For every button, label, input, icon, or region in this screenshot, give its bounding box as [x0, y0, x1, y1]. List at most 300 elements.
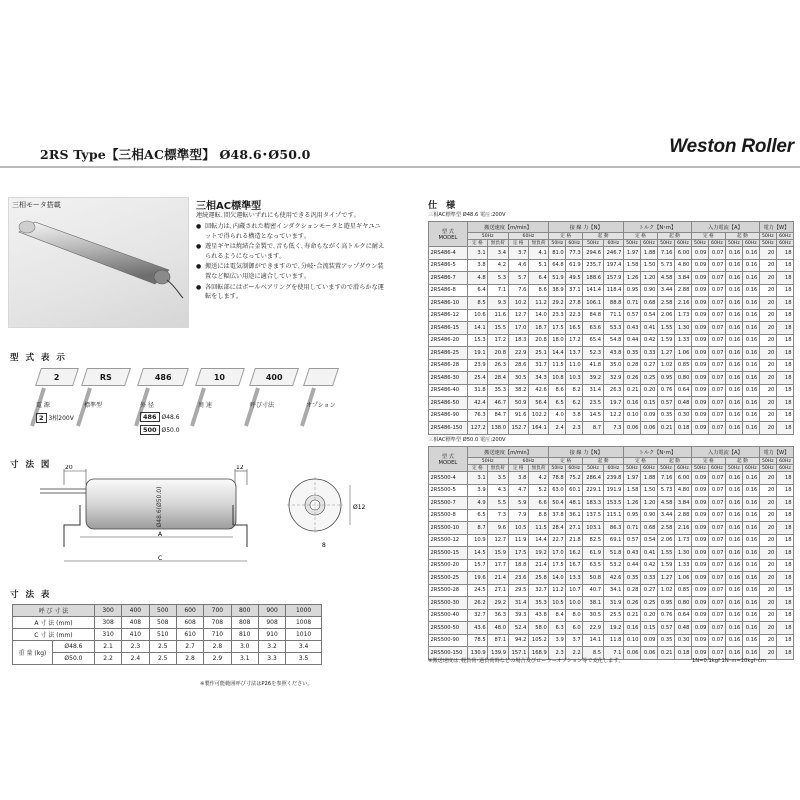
label-power: 電 源: [36, 402, 50, 409]
value-cell: 26.2: [467, 597, 487, 610]
value-cell: 8.6: [528, 284, 548, 297]
model-cell: 2RS486-8: [429, 284, 468, 297]
cell: 500: [149, 605, 176, 617]
value-cell: 0.07: [708, 572, 725, 585]
value-cell: 20.8: [528, 334, 548, 347]
product-title: 三相AC標準型: [196, 201, 262, 212]
value-cell: 0.16: [742, 409, 759, 422]
value-cell: 35.0: [603, 359, 623, 372]
table-row: [429, 484, 794, 497]
value-cell: 0.26: [623, 372, 640, 385]
value-cell: 6.5: [467, 509, 487, 522]
value-cell: 11.5: [549, 359, 566, 372]
value-cell: 3.8: [566, 409, 583, 422]
value-cell: 0.09: [691, 584, 708, 597]
value-cell: 31.9: [603, 597, 623, 610]
value-cell: 14.0: [528, 309, 548, 322]
value-cell: 20: [759, 397, 776, 410]
value-cell: 0.16: [623, 622, 640, 635]
value-cell: 7.16: [657, 472, 674, 485]
value-cell: 0.33: [640, 347, 657, 360]
value-cell: 5.2: [528, 484, 548, 497]
subheader: 60Hz: [708, 240, 725, 247]
value-cell: 0.07: [708, 584, 725, 597]
value-cell: 0.09: [691, 359, 708, 372]
value-cell: 0.09: [691, 522, 708, 535]
value-cell: 16.5: [566, 322, 583, 335]
value-cell: 0.16: [725, 347, 742, 360]
cell: 3.5: [286, 653, 322, 665]
value-cell: 20: [759, 522, 776, 535]
value-cell: 18: [776, 497, 793, 510]
cell: 510: [149, 629, 176, 641]
value-cell: 18: [776, 247, 793, 260]
value-cell: 41.8: [583, 359, 603, 372]
code-box-speed: 10: [195, 368, 245, 386]
value-cell: 0.16: [742, 622, 759, 635]
value-cell: 0.16: [623, 397, 640, 410]
value-cell: 3.1: [467, 247, 487, 260]
value-cell: 0.76: [657, 609, 674, 622]
spec-table-486: [428, 221, 794, 435]
table-row: [429, 572, 794, 585]
value-cell: 0.16: [742, 347, 759, 360]
subheader: 無負荷: [528, 240, 548, 247]
table-row: [429, 297, 794, 310]
subheader: 50Hz: [467, 233, 508, 240]
value-cell: 0.21: [657, 647, 674, 660]
model-cell: 2RS500-7: [429, 497, 468, 510]
col-power: 電力【W】: [759, 447, 793, 458]
value-cell: 31.4: [583, 384, 603, 397]
value-cell: 0.09: [691, 384, 708, 397]
table-row: [13, 641, 322, 653]
value-cell: 0.09: [691, 484, 708, 497]
value-cell: 4.1: [528, 247, 548, 260]
value-cell: 0.09: [691, 347, 708, 360]
cell: 300: [94, 605, 121, 617]
value-cell: 138.0: [488, 422, 508, 435]
value-cell: 48.1: [566, 497, 583, 510]
value-cell: 0.06: [623, 647, 640, 660]
table-row: [429, 372, 794, 385]
value-cell: 0.16: [725, 534, 742, 547]
value-cell: 37.1: [566, 284, 583, 297]
value-cell: 42.6: [528, 384, 548, 397]
subheader: 60Hz: [603, 465, 623, 472]
value-cell: 5.73: [657, 484, 674, 497]
value-cell: 0.16: [742, 547, 759, 560]
value-cell: 4.0: [549, 409, 566, 422]
value-cell: 46.7: [488, 397, 508, 410]
product-photo: [8, 197, 189, 328]
subheader: 無負荷: [488, 465, 508, 472]
value-cell: 52.4: [508, 622, 528, 635]
value-cell: 0.09: [691, 284, 708, 297]
svg-text:Ø48.6(Ø50.0): Ø48.6(Ø50.0): [156, 486, 163, 528]
value-cell: 29.2: [549, 297, 566, 310]
cell: 2.8: [176, 653, 203, 665]
subheader: 50Hz: [467, 458, 508, 465]
model-cell: 2RS486-12: [429, 309, 468, 322]
subheader: 50Hz: [759, 465, 776, 472]
value-cell: 63.5: [583, 559, 603, 572]
value-cell: 0.80: [674, 372, 691, 385]
value-cell: 0.57: [657, 622, 674, 635]
table-row: [429, 384, 794, 397]
value-cell: 0.71: [623, 297, 640, 310]
value-cell: 18: [776, 634, 793, 647]
cell: 1000: [286, 605, 322, 617]
value-cell: 0.95: [657, 372, 674, 385]
value-cell: 23.3: [549, 309, 566, 322]
value-cell: 24.5: [467, 584, 487, 597]
value-cell: 31.7: [528, 359, 548, 372]
value-cell: 0.16: [725, 509, 742, 522]
product-description: 連続運転､間欠運転いずれにも使用できる汎用タイプです｡: [196, 212, 357, 219]
subheader: 無負荷: [488, 240, 508, 247]
subheader: 定 格: [691, 458, 725, 465]
value-cell: 20: [759, 559, 776, 572]
value-cell: 0.09: [691, 572, 708, 585]
value-cell: 19.6: [467, 572, 487, 585]
value-cell: 3.7: [508, 247, 528, 260]
value-cell: 5.1: [528, 259, 548, 272]
value-cell: 0.10: [623, 409, 640, 422]
value-cell: 0.07: [708, 522, 725, 535]
subheader: 50Hz: [623, 240, 640, 247]
value-cell: 3.84: [674, 497, 691, 510]
value-cell: 0.16: [725, 559, 742, 572]
cell: 重 量 (kg): [13, 641, 53, 665]
value-cell: 0.64: [674, 384, 691, 397]
value-cell: 18: [776, 284, 793, 297]
value-cell: 20: [759, 284, 776, 297]
value-cell: 0.95: [657, 597, 674, 610]
value-cell: 0.27: [640, 584, 657, 597]
value-cell: 1.73: [674, 309, 691, 322]
value-cell: 8.7: [583, 422, 603, 435]
value-cell: 4.3: [488, 484, 508, 497]
value-cell: 1.58: [623, 259, 640, 272]
value-cell: 0.09: [691, 247, 708, 260]
subheader: 定 格: [467, 465, 487, 472]
value-cell: 18.8: [508, 559, 528, 572]
value-cell: 0.57: [623, 309, 640, 322]
value-cell: 35.3: [488, 384, 508, 397]
value-cell: 30.5: [508, 372, 528, 385]
value-cell: 4.58: [657, 272, 674, 285]
value-cell: 1.26: [623, 497, 640, 510]
value-cell: 286.4: [583, 472, 603, 485]
value-cell: 10.0: [566, 597, 583, 610]
value-cell: 0.16: [742, 522, 759, 535]
model-cell: 2RS486-150: [429, 422, 468, 435]
value-cell: 18: [776, 397, 793, 410]
code-box-diameter: 486: [137, 368, 189, 386]
value-cell: 0.09: [691, 634, 708, 647]
value-cell: 0.41: [640, 322, 657, 335]
value-cell: 0.20: [640, 609, 657, 622]
value-cell: 25.8: [528, 572, 548, 585]
value-cell: 0.80: [674, 597, 691, 610]
feature-item: ● 回転力は､内蔵された精密インダクションモータと遊星ギヤユニットで得られる構造となっています｡: [196, 222, 386, 241]
model-cell: 2RS486-10: [429, 297, 468, 310]
value-cell: 18: [776, 322, 793, 335]
subheader: 起 動: [725, 233, 759, 240]
dimension-table: [12, 604, 322, 665]
value-cell: 21.8: [566, 534, 583, 547]
value-cell: 6.2: [566, 397, 583, 410]
model-cell: 2RS486-7: [429, 272, 468, 285]
value-cell: 0.07: [708, 609, 725, 622]
value-cell: 168.9: [528, 647, 548, 660]
model-cell: 2RS486-30: [429, 372, 468, 385]
value-cell: 27.1: [566, 522, 583, 535]
value-cell: 38.9: [549, 284, 566, 297]
value-cell: 11.2: [549, 584, 566, 597]
value-cell: 0.16: [742, 284, 759, 297]
value-cell: 3.7: [566, 634, 583, 647]
value-cell: 3.44: [657, 509, 674, 522]
value-cell: 18: [776, 409, 793, 422]
subheader: 50Hz: [583, 240, 603, 247]
value-cell: 1.55: [657, 547, 674, 560]
table-row: [429, 597, 794, 610]
value-cell: 20: [759, 409, 776, 422]
model-cell: 2RS500-15: [429, 547, 468, 560]
subheader: 50Hz: [725, 465, 742, 472]
table-row: [429, 409, 794, 422]
value-cell: 29.5: [508, 584, 528, 597]
value-cell: 0.35: [657, 409, 674, 422]
subheader: 定 格: [549, 233, 583, 240]
svg-text:A: A: [158, 531, 163, 538]
value-cell: 0.42: [640, 334, 657, 347]
table-row: [429, 334, 794, 347]
model-cell: 2RS486-25: [429, 347, 468, 360]
value-cell: 11.8: [603, 634, 623, 647]
value-cell: 8.7: [467, 522, 487, 535]
value-cell: 52.3: [583, 347, 603, 360]
value-cell: 20: [759, 622, 776, 635]
photo-label: 三相モータ搭載: [12, 201, 61, 209]
cell: 2.8: [204, 641, 231, 653]
value-cell: 20: [759, 384, 776, 397]
col-model-jp: 型 式: [441, 228, 454, 235]
value-cell: 0.16: [725, 259, 742, 272]
value-cell: 3.9: [549, 634, 566, 647]
subheader: 定 格: [508, 240, 528, 247]
value-cell: 2.3: [549, 647, 566, 660]
value-cell: 7.6: [508, 284, 528, 297]
value-cell: 7.1: [488, 284, 508, 297]
value-cell: 0.07: [708, 347, 725, 360]
value-cell: 0.16: [742, 259, 759, 272]
value-cell: 75.2: [566, 472, 583, 485]
label-length: 呼び寸法: [250, 402, 275, 409]
table-row: [429, 609, 794, 622]
value-cell: 2.4: [549, 422, 566, 435]
svg-text:C: C: [158, 555, 163, 562]
value-cell: 1.20: [640, 497, 657, 510]
value-cell: 0.16: [742, 397, 759, 410]
value-cell: 0.16: [742, 572, 759, 585]
value-cell: 0.25: [640, 372, 657, 385]
subheader: 50Hz: [725, 240, 742, 247]
value-cell: 4.2: [528, 472, 548, 485]
cell: Ø48.6: [53, 641, 95, 653]
value-cell: 38.1: [583, 597, 603, 610]
value-cell: 20: [759, 634, 776, 647]
value-cell: 0.09: [691, 272, 708, 285]
value-cell: 2.16: [674, 522, 691, 535]
subheader: 50Hz: [549, 240, 566, 247]
subheader: 50Hz: [759, 233, 776, 240]
value-cell: 0.07: [708, 272, 725, 285]
value-cell: 0.16: [742, 272, 759, 285]
value-cell: 0.16: [742, 497, 759, 510]
table-row: [429, 522, 794, 535]
value-cell: 0.09: [691, 309, 708, 322]
col-torque: 接 線 力【N】: [549, 222, 624, 233]
value-cell: 0.25: [640, 597, 657, 610]
value-cell: 20: [759, 322, 776, 335]
value-cell: 18: [776, 622, 793, 635]
value-cell: 26.3: [603, 384, 623, 397]
value-cell: 188.6: [583, 272, 603, 285]
subheader: 50Hz: [691, 465, 708, 472]
value-cell: 4.6: [508, 259, 528, 272]
value-cell: 0.16: [742, 484, 759, 497]
value-cell: 50.4: [549, 497, 566, 510]
value-cell: 14.1: [583, 634, 603, 647]
value-cell: 10.2: [508, 297, 528, 310]
value-cell: 14.4: [528, 534, 548, 547]
value-cell: 2.16: [674, 297, 691, 310]
value-cell: 2.58: [657, 522, 674, 535]
value-cell: 0.16: [742, 634, 759, 647]
value-cell: 6.0: [566, 622, 583, 635]
value-cell: 63.0: [549, 484, 566, 497]
value-cell: 0.30: [674, 634, 691, 647]
value-cell: 3.84: [674, 272, 691, 285]
value-cell: 10.7: [566, 584, 583, 597]
value-cell: 4.9: [467, 497, 487, 510]
value-cell: 0.16: [742, 372, 759, 385]
value-cell: 0.07: [708, 384, 725, 397]
value-cell: 20: [759, 597, 776, 610]
value-cell: 17.0: [549, 547, 566, 560]
col-current: 入力電流【A】: [691, 222, 759, 233]
subheader: 起 動: [583, 458, 624, 465]
value-cell: 20: [759, 272, 776, 285]
cell: 2.2: [94, 653, 121, 665]
value-cell: 0.21: [623, 609, 640, 622]
value-cell: 5.5: [488, 497, 508, 510]
cell: 810: [231, 629, 258, 641]
value-cell: 0.07: [708, 334, 725, 347]
value-cell: 0.07: [708, 534, 725, 547]
model-cell: 2RS500-30: [429, 597, 468, 610]
subheader: 50Hz: [657, 240, 674, 247]
label-type: 標準型: [84, 402, 103, 409]
subheader: 起 動: [725, 458, 759, 465]
cell: 2.3: [122, 641, 149, 653]
model-cell: 2RS486-4: [429, 247, 468, 260]
value-cell: 51.9: [549, 272, 566, 285]
value-cell: 5.9: [508, 497, 528, 510]
value-cell: 32.7: [467, 609, 487, 622]
value-cell: 78.5: [467, 634, 487, 647]
value-cell: 0.16: [742, 359, 759, 372]
cell: 700: [204, 605, 231, 617]
value-cell: 0.07: [708, 622, 725, 635]
value-cell: 34.3: [528, 372, 548, 385]
value-cell: 0.16: [725, 584, 742, 597]
table-row: [429, 534, 794, 547]
value-cell: 11.2: [528, 297, 548, 310]
cell: A 寸 法 (mm): [13, 617, 95, 629]
subheader: 60Hz: [508, 233, 549, 240]
subheader: 60Hz: [708, 465, 725, 472]
value-cell: 0.16: [725, 484, 742, 497]
cell: 708: [204, 617, 231, 629]
value-cell: 197.4: [603, 259, 623, 272]
value-cell: 22.3: [566, 309, 583, 322]
label-option: オプション: [306, 402, 336, 409]
value-cell: 0.16: [725, 322, 742, 335]
value-cell: 239.8: [603, 472, 623, 485]
subheader: 50Hz: [657, 465, 674, 472]
table-row: [13, 653, 322, 665]
subheader: 50Hz: [691, 240, 708, 247]
value-cell: 153.5: [603, 497, 623, 510]
subheader: 50Hz: [583, 465, 603, 472]
value-cell: 0.35: [623, 572, 640, 585]
value-cell: 53.2: [603, 559, 623, 572]
value-cell: 1.20: [640, 272, 657, 285]
value-cell: 0.16: [725, 284, 742, 297]
feature-item: ● 遊星ギヤは焼結合金製で､音も低く､寿命もながく高トルクに耐えられるようになっています｡: [196, 242, 386, 261]
value-cell: 0.85: [674, 359, 691, 372]
value-cell: 49.5: [566, 272, 583, 285]
value-cell: 20: [759, 547, 776, 560]
table-row: [429, 422, 794, 435]
value-cell: 0.16: [725, 609, 742, 622]
value-cell: 8.5: [583, 647, 603, 660]
value-cell: 1.06: [674, 347, 691, 360]
value-cell: 0.16: [725, 522, 742, 535]
cell: 400: [122, 605, 149, 617]
value-cell: 6.4: [528, 272, 548, 285]
value-cell: 0.06: [640, 422, 657, 435]
value-cell: 294.6: [583, 247, 603, 260]
col-model-jp: 型 式: [441, 453, 454, 460]
value-cell: 0.54: [640, 309, 657, 322]
value-cell: 28.4: [549, 522, 566, 535]
value-cell: 54.8: [603, 334, 623, 347]
value-cell: 13.3: [566, 572, 583, 585]
value-cell: 18: [776, 372, 793, 385]
value-cell: 139.9: [488, 647, 508, 660]
value-cell: 0.16: [742, 609, 759, 622]
value-cell: 9.6: [488, 522, 508, 535]
value-cell: 0.06: [623, 422, 640, 435]
value-cell: 0.07: [708, 247, 725, 260]
value-cell: 43.6: [467, 622, 487, 635]
table-row: [429, 272, 794, 285]
